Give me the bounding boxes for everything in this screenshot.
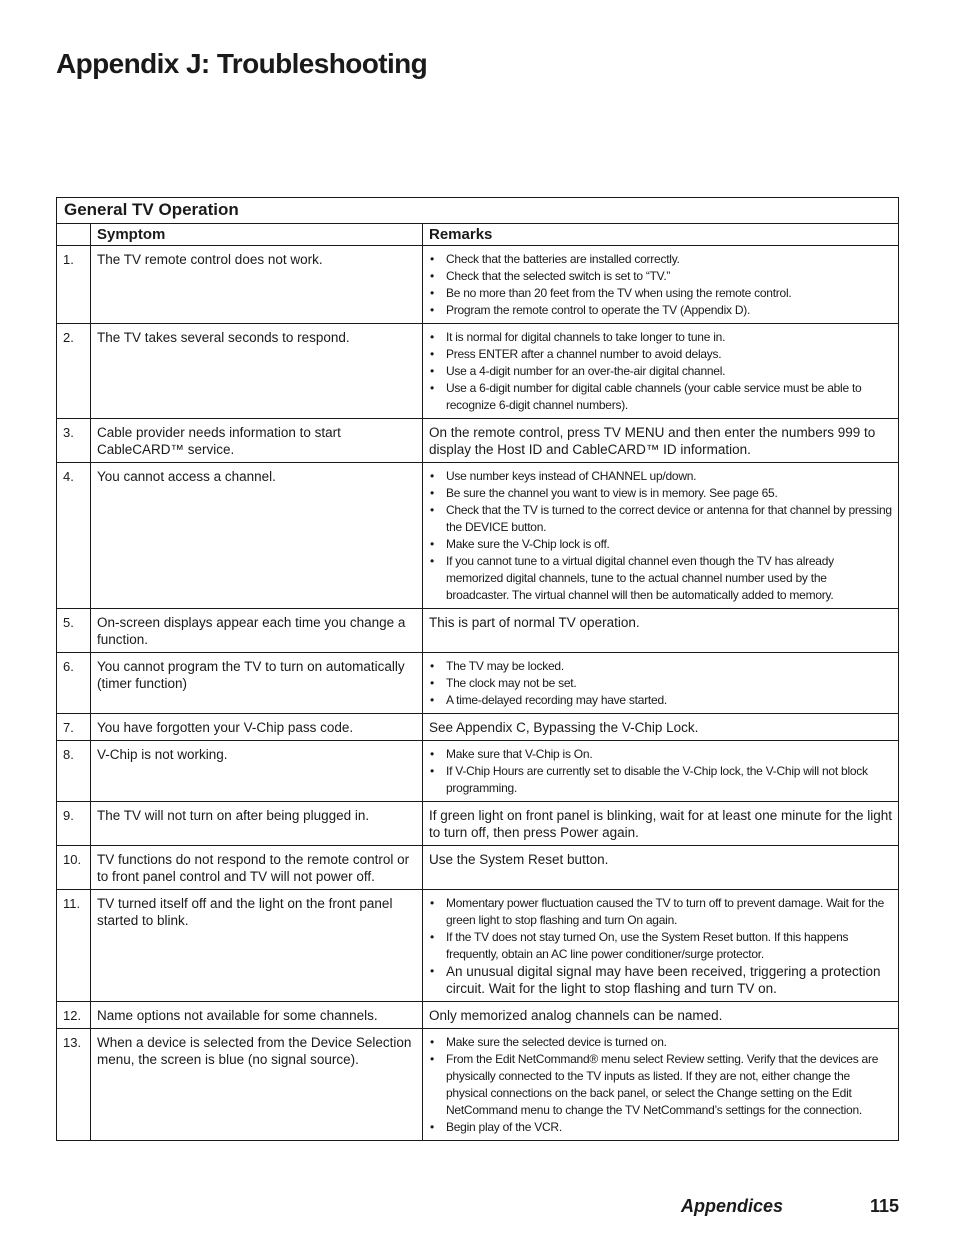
- symptom-cell: The TV takes several seconds to respond.: [91, 324, 423, 419]
- remark-item: • A time-delayed recording may have started.: [429, 692, 892, 709]
- remark-item: • Be no more than 20 feet from the TV when using the remote control.: [429, 285, 892, 302]
- remarks-cell: See Appendix C, Bypassing the V-Chip Lock.: [423, 714, 899, 741]
- row-number: 3.: [57, 419, 91, 463]
- remarks-cell: [423, 653, 899, 714]
- remarks-cell: Use the System Reset button.: [423, 846, 899, 890]
- page-title: Appendix J: Troubleshooting: [56, 48, 428, 79]
- symptom-cell: When a device is selected from the Device Selection menu, the screen is blue (no signal source).: [91, 1029, 423, 1141]
- remark-item: • Make sure that V-Chip is On.: [429, 746, 892, 763]
- symptom-cell: On-screen displays appear each time you change a function.: [91, 609, 423, 653]
- table-row: [57, 463, 899, 609]
- remarks-cell: [423, 463, 899, 609]
- table-row: [57, 653, 899, 714]
- table-row: [57, 741, 899, 802]
- remarks-cell: [423, 246, 899, 324]
- row-number: 9.: [57, 802, 91, 846]
- remarks-cell: If green light on front panel is blinking, wait for at least one minute for the light to turn off, then press Power again.: [423, 802, 899, 846]
- symptom-cell: You have forgotten your V-Chip pass code.: [91, 714, 423, 741]
- remarks-cell: On the remote control, press TV MENU and then enter the numbers 999 to display the Host ID and CableCARD™ ID information.: [423, 419, 899, 463]
- remark-item: • Program the remote control to operate the TV (Appendix D).: [429, 302, 892, 319]
- footer-section-label: Appendices: [681, 1196, 784, 1216]
- remark-item: • Use number keys instead of CHANNEL up/down.: [429, 468, 892, 485]
- table-row: [57, 419, 899, 463]
- remarks-column-header: Remarks: [423, 224, 899, 246]
- remark-item: • Check that the selected switch is set to “TV.”: [429, 268, 892, 285]
- remarks-cell: [423, 1029, 899, 1141]
- remark-item: • If you cannot tune to a virtual digital channel even though the TV has already memorized digital channels, tune to the actual channel number used by the broadcaster. The virtual channel will then be automatically added to memory.: [429, 553, 892, 604]
- row-number: 13.: [57, 1029, 91, 1141]
- table-row: [57, 846, 899, 890]
- symptom-cell: TV functions do not respond to the remote control or to front panel control and TV will not power off.: [91, 846, 423, 890]
- troubleshooting-table: [56, 197, 899, 1141]
- row-number: 10.: [57, 846, 91, 890]
- row-number: 11.: [57, 890, 91, 1002]
- remark-item: • An unusual digital signal may have been received, triggering a protection circuit. Wait for the light to stop flashing and turn TV on.: [429, 963, 892, 997]
- remarks-list: [429, 746, 892, 797]
- row-number: 8.: [57, 741, 91, 802]
- remark-item: • Begin play of the VCR.: [429, 1119, 892, 1136]
- symptom-cell: V-Chip is not working.: [91, 741, 423, 802]
- table-row: [57, 609, 899, 653]
- remark-item: • It is normal for digital channels to take longer to tune in.: [429, 329, 892, 346]
- remark-item: • If the TV does not stay turned On, use the System Reset button. If this happens frequently, obtain an AC line power conditioner/surge protector.: [429, 929, 892, 963]
- section-title: General TV Operation: [57, 198, 899, 224]
- remark-item: • Be sure the channel you want to view is in memory. See page 65.: [429, 485, 892, 502]
- remark-item: • Use a 4-digit number for an over-the-air digital channel.: [429, 363, 892, 380]
- section-header-row: [57, 198, 899, 224]
- table-row: [57, 890, 899, 1002]
- remark-item: • Make sure the V-Chip lock is off.: [429, 536, 892, 553]
- symptom-cell: The TV will not turn on after being plugged in.: [91, 802, 423, 846]
- remark-item: • The clock may not be set.: [429, 675, 892, 692]
- row-number: 1.: [57, 246, 91, 324]
- symptom-cell: Cable provider needs information to start CableCARD™ service.: [91, 419, 423, 463]
- row-number: 6.: [57, 653, 91, 714]
- remark-item: • Momentary power fluctuation caused the TV to turn off to prevent damage. Wait for the green light to stop flashing and turn On again.: [429, 895, 892, 929]
- table-row: [57, 802, 899, 846]
- table-row: [57, 246, 899, 324]
- row-number: 5.: [57, 609, 91, 653]
- table-row: [57, 1029, 899, 1141]
- row-number: 2.: [57, 324, 91, 419]
- row-number: 4.: [57, 463, 91, 609]
- table-row: [57, 324, 899, 419]
- column-header-row: [57, 224, 899, 246]
- remark-item: • Use a 6-digit number for digital cable channels (your cable service must be able to recognize 6-digit channel numbers).: [429, 380, 892, 414]
- symptom-cell: The TV remote control does not work.: [91, 246, 423, 324]
- remarks-list: [429, 468, 892, 604]
- symptom-cell: You cannot program the TV to turn on automatically (timer function): [91, 653, 423, 714]
- remarks-cell: Only memorized analog channels can be named.: [423, 1002, 899, 1029]
- remarks-list: [429, 329, 892, 414]
- symptom-cell: You cannot access a channel.: [91, 463, 423, 609]
- symptom-cell: Name options not available for some channels.: [91, 1002, 423, 1029]
- remark-item: • Check that the batteries are installed correctly.: [429, 251, 892, 268]
- remarks-list: [429, 1034, 892, 1136]
- remarks-list: [429, 895, 892, 997]
- remark-item: • Press ENTER after a channel number to avoid delays.: [429, 346, 892, 363]
- remarks-cell: [423, 890, 899, 1002]
- symptom-column-header: Symptom: [91, 224, 423, 246]
- row-number: 7.: [57, 714, 91, 741]
- row-number: 12.: [57, 1002, 91, 1029]
- remark-item: • From the Edit NetCommand® menu select Review setting. Verify that the devices are physically connected to the TV inputs as listed. If they are not, either change the physical connections on the back panel, or select the Change setting on the Edit NetCommand menu to change the TV NetCommand’s settings for the connection.: [429, 1051, 892, 1119]
- number-column-header: [57, 224, 91, 246]
- remark-item: • Check that the TV is turned to the correct device or antenna for that channel by pressing the DEVICE button.: [429, 502, 892, 536]
- page-number: 115: [870, 1196, 900, 1216]
- remark-item: • The TV may be locked.: [429, 658, 892, 675]
- remarks-list: [429, 658, 892, 709]
- remarks-list: [429, 251, 892, 319]
- remarks-cell: [423, 324, 899, 419]
- table-row: [57, 714, 899, 741]
- remark-item: • If V-Chip Hours are currently set to disable the V-Chip lock, the V-Chip will not block programming.: [429, 763, 892, 797]
- remark-item: • Make sure the selected device is turned on.: [429, 1034, 892, 1051]
- symptom-cell: TV turned itself off and the light on the front panel started to blink.: [91, 890, 423, 1002]
- remarks-cell: This is part of normal TV operation.: [423, 609, 899, 653]
- table-row: [57, 1002, 899, 1029]
- remarks-cell: [423, 741, 899, 802]
